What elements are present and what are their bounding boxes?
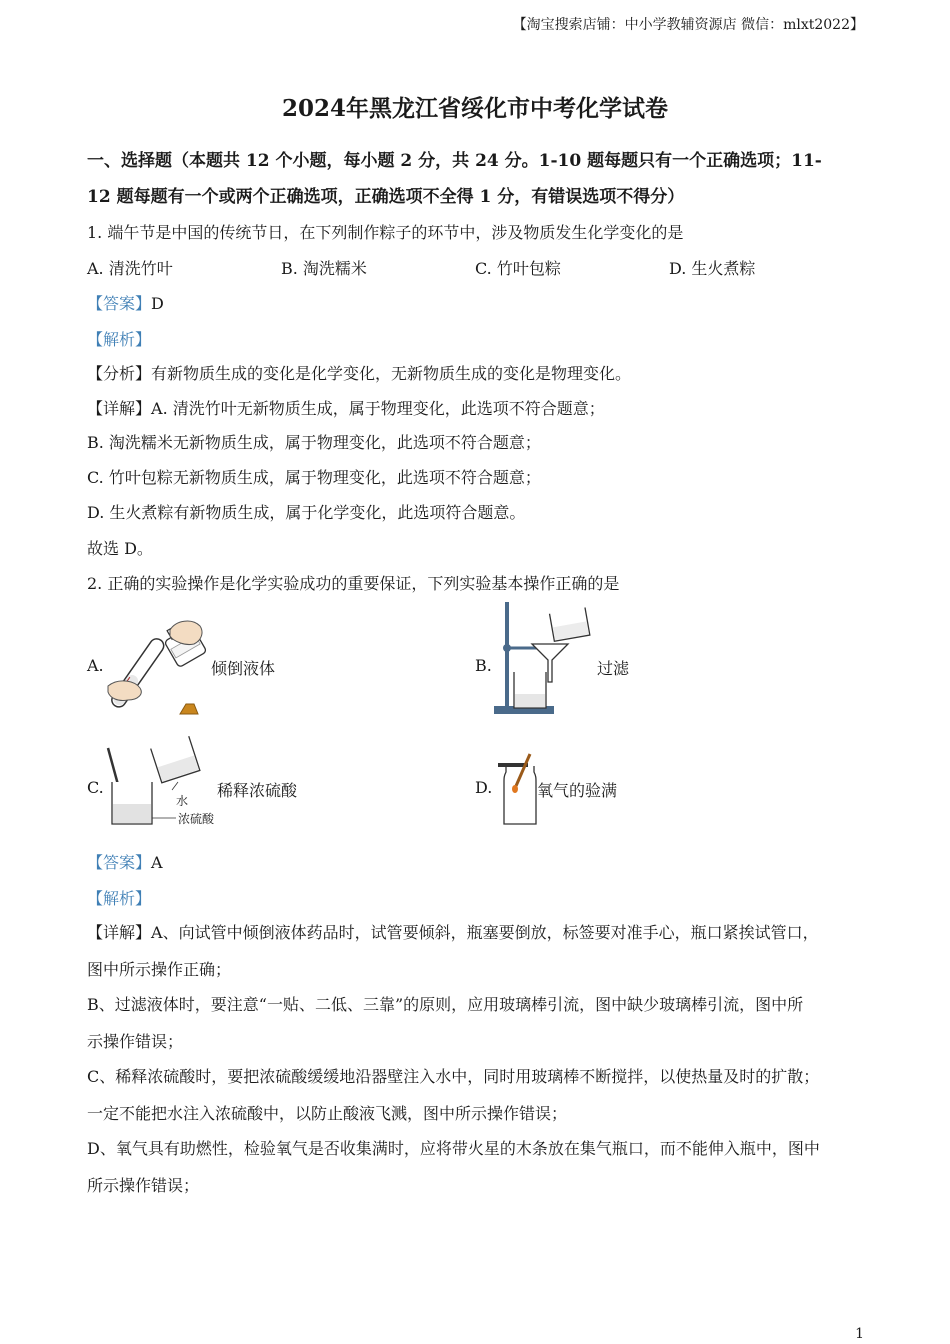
q1-answer-line [87,291,164,314]
q2-option-a-letter: A. [87,656,104,675]
q2-option-c-caption: 稀释浓硫酸 [217,781,298,800]
q1-detail-a: A. 清洗竹叶无新物质生成，属于物理变化，此选项不符合题意； [151,399,605,418]
q2-detail-a1-line [87,920,819,943]
q2-detail-b2: 示操作错误； [87,1032,184,1051]
q2-analysis-tag: 【解析】 [87,889,152,908]
q2-answer-line [87,850,163,873]
q2-detail-b1: B、过滤液体时，要注意“一贴、二低、三靠”的原则，应用玻璃棒引流，图中缺少玻璃棒引流，图中所 [87,995,804,1014]
page-number: 1 [855,1326,864,1342]
q2-option-d-letter: D. [475,778,493,797]
pouring-liquid-figure [104,618,214,720]
q2-answer: A [151,853,163,872]
q2-option-a-caption: 倾倒液体 [211,659,276,678]
q1-option-c: C. 竹叶包粽 [475,259,561,278]
section-heading-line2: 12 题每题有一个或两个正确选项，正确选项不全得 1 分，有错误选项不得分） [87,187,685,207]
q1-detail-tag: 【详解】 [87,399,152,418]
page-title: 2024年黑龙江省绥化市中考化学试卷 [281,95,668,122]
fig-c-acid-label: 浓硫酸 [178,812,215,826]
header-note: 【淘宝搜索店铺：中小学教辅资源店 微信：mlxt2022】 [512,17,864,33]
q2-answer-tag: 【答案】 [87,853,152,872]
q1-detail-d: D. 生火煮粽有新物质生成，属于化学变化，此选项符合题意。 [87,503,526,522]
q1-detail-b: B. 淘洗糯米无新物质生成，属于物理变化，此选项不符合题意； [87,433,541,452]
q2-stem: 2. 正确的实验操作是化学实验成功的重要保证，下列实验基本操作正确的是 [87,574,620,593]
q2-detail-d1: D、氧气具有助燃性，检验氧气是否收集满时，应将带火星的木条放在集气瓶口，而不能伸入瓶中，图中 [87,1139,820,1158]
q2-detail-c2: 一定不能把水注入浓硫酸中，以防止酸液飞溅，图中所示操作错误； [87,1104,568,1123]
section-heading-line1: 一、选择题（本题共 12 个小题，每小题 2 分，共 24 分。1-10 题每题只有一个正确选项；11- [87,151,822,171]
q2-detail-a1: A、向试管中倾倒液体药品时，试管要倾斜，瓶塞要倒放，标签要对准手心，瓶口紧挨试管口， [151,923,819,942]
q1-option-a: A. 清洗竹叶 [87,259,173,278]
fig-c-water-label: 水 [176,794,189,808]
q2-option-d-caption: 氧气的验满 [537,781,618,800]
q1-fenxi-tag: 【分析】 [87,364,152,383]
q1-detail-a-line [87,396,605,419]
q1-fenxi: 有新物质生成的变化是化学变化，无新物质生成的变化是物理变化。 [151,364,632,383]
q2-detail-c1: C、稀释浓硫酸时，要把浓硫酸缓缓地沿器壁注入水中，同时用玻璃棒不断搅拌，以使热量及时的扩散； [87,1067,820,1086]
q2-detail-tag: 【详解】 [87,923,152,942]
q2-option-b-letter: B. [475,656,492,675]
q1-option-b: B. 淘洗糯米 [281,259,367,278]
q2-option-b-caption: 过滤 [597,659,630,678]
q1-detail-c: C. 竹叶包粽无新物质生成，属于物理变化，此选项不符合题意； [87,468,541,487]
q1-conclusion: 故选 D。 [87,539,153,558]
q2-detail-d2: 所示操作错误； [87,1176,200,1195]
q2-option-c-letter: C. [87,778,104,797]
filtration-figure [490,602,600,718]
q1-fenxi-line [87,361,631,384]
q1-stem: 1. 端午节是中国的传统节日，在下列制作粽子的环节中，涉及物质发生化学变化的是 [87,223,684,242]
q1-answer: D [151,294,164,313]
q1-answer-tag: 【答案】 [87,294,152,313]
q1-option-d: D. 生火煮粽 [669,259,756,278]
q2-detail-a2: 图中所示操作正确； [87,960,232,979]
q1-analysis-tag: 【解析】 [87,330,152,349]
